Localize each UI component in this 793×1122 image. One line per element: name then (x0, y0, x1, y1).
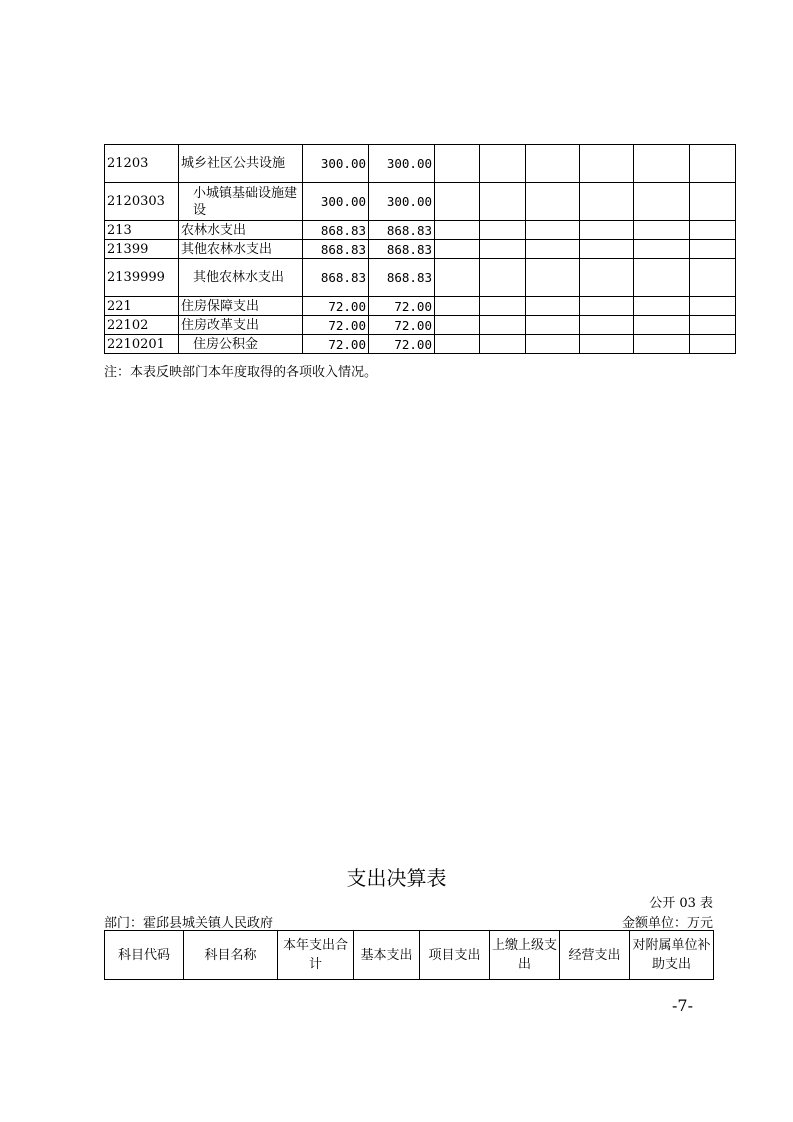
table-row (105, 297, 736, 316)
cell-empty (526, 259, 580, 297)
table-row (105, 335, 736, 354)
cell-empty (634, 335, 690, 354)
expense-table (104, 930, 714, 980)
cell-name: 城乡社区公共设施 (179, 145, 303, 183)
cell-general: 72.00 (369, 316, 435, 335)
table-row (105, 221, 736, 240)
cell-empty (526, 145, 580, 183)
cell-empty (634, 240, 690, 259)
cell-empty (435, 221, 480, 240)
cell-empty (435, 316, 480, 335)
cell-empty (480, 316, 526, 335)
cell-name: 住房改革支出 (179, 316, 303, 335)
cell-empty (480, 259, 526, 297)
cell-empty (690, 259, 736, 297)
cell-code: 2210201 (105, 335, 179, 354)
cell-empty (480, 297, 526, 316)
cell-name: 其他农林水支出 (179, 240, 303, 259)
cell-empty (526, 221, 580, 240)
cell-empty (634, 297, 690, 316)
cell-empty (435, 240, 480, 259)
cell-empty (526, 240, 580, 259)
cell-empty (480, 183, 526, 221)
header-project: 项目支出 (420, 931, 490, 980)
cell-empty (690, 335, 736, 354)
cell-empty (634, 145, 690, 183)
cell-code: 221 (105, 297, 179, 316)
cell-general: 868.83 (369, 240, 435, 259)
cell-empty (480, 145, 526, 183)
cell-empty (480, 221, 526, 240)
cell-name: 住房保障支出 (179, 297, 303, 316)
cell-empty (435, 335, 480, 354)
cell-empty (526, 297, 580, 316)
page-number: -7- (672, 996, 693, 1015)
table-row (105, 316, 736, 335)
cell-empty (690, 183, 736, 221)
cell-empty (580, 183, 634, 221)
cell-empty (580, 145, 634, 183)
cell-empty (435, 145, 480, 183)
cell-empty (526, 183, 580, 221)
cell-empty (634, 183, 690, 221)
cell-general: 300.00 (369, 183, 435, 221)
cell-empty (526, 335, 580, 354)
header-code: 科目代码 (105, 931, 184, 980)
header-remit: 上缴上级支出 (490, 931, 560, 980)
expense-header-row (105, 931, 714, 980)
cell-total: 300.00 (303, 183, 369, 221)
cell-general: 72.00 (369, 335, 435, 354)
cell-empty (435, 297, 480, 316)
cell-empty (690, 221, 736, 240)
cell-total: 72.00 (303, 297, 369, 316)
cell-empty (634, 259, 690, 297)
header-subsidy: 对附属单位补助支出 (630, 931, 714, 980)
cell-empty (634, 221, 690, 240)
cell-empty (690, 297, 736, 316)
table-row (105, 240, 736, 259)
cell-total: 72.00 (303, 316, 369, 335)
cell-code: 2120303 (105, 183, 179, 221)
cell-name: 农林水支出 (179, 221, 303, 240)
cell-total: 868.83 (303, 240, 369, 259)
page-title: 支出决算表 (346, 866, 447, 890)
cell-empty (435, 259, 480, 297)
cell-general: 868.83 (369, 259, 435, 297)
cell-total: 868.83 (303, 259, 369, 297)
cell-empty (580, 297, 634, 316)
table-row (105, 145, 736, 183)
cell-code: 213 (105, 221, 179, 240)
cell-general: 72.00 (369, 297, 435, 316)
unit-label: 金额单位：万元 (621, 916, 713, 931)
cell-empty (580, 221, 634, 240)
header-name: 科目名称 (184, 931, 278, 980)
header-total: 本年支出合计 (278, 931, 354, 980)
cell-name: 住房公积金 (179, 335, 303, 354)
cell-empty (580, 316, 634, 335)
cell-code: 2139999 (105, 259, 179, 297)
cell-empty (580, 259, 634, 297)
cell-name: 小城镇基础设施建设 (179, 183, 303, 221)
cell-total: 300.00 (303, 145, 369, 183)
table-row (105, 183, 736, 221)
cell-empty (690, 145, 736, 183)
cell-general: 868.83 (369, 221, 435, 240)
cell-empty (580, 335, 634, 354)
cell-name: 其他农林水支出 (179, 259, 303, 297)
table-note: 注：本表反映部门本年度取得的各项收入情况。 (104, 365, 378, 380)
cell-total: 868.83 (303, 221, 369, 240)
cell-empty (435, 183, 480, 221)
cell-empty (634, 316, 690, 335)
header-operating: 经营支出 (560, 931, 630, 980)
cell-empty (690, 240, 736, 259)
cell-empty (480, 335, 526, 354)
form-number: 公开 03 表 (649, 896, 713, 911)
cell-code: 21203 (105, 145, 179, 183)
cell-code: 21399 (105, 240, 179, 259)
cell-empty (526, 316, 580, 335)
income-table (104, 144, 736, 354)
department-label: 部门：霍邱县城关镇人民政府 (104, 916, 274, 931)
table-row (105, 259, 736, 297)
header-basic: 基本支出 (354, 931, 420, 980)
cell-total: 72.00 (303, 335, 369, 354)
cell-empty (480, 240, 526, 259)
cell-general: 300.00 (369, 145, 435, 183)
cell-code: 22102 (105, 316, 179, 335)
cell-empty (580, 240, 634, 259)
cell-empty (690, 316, 736, 335)
